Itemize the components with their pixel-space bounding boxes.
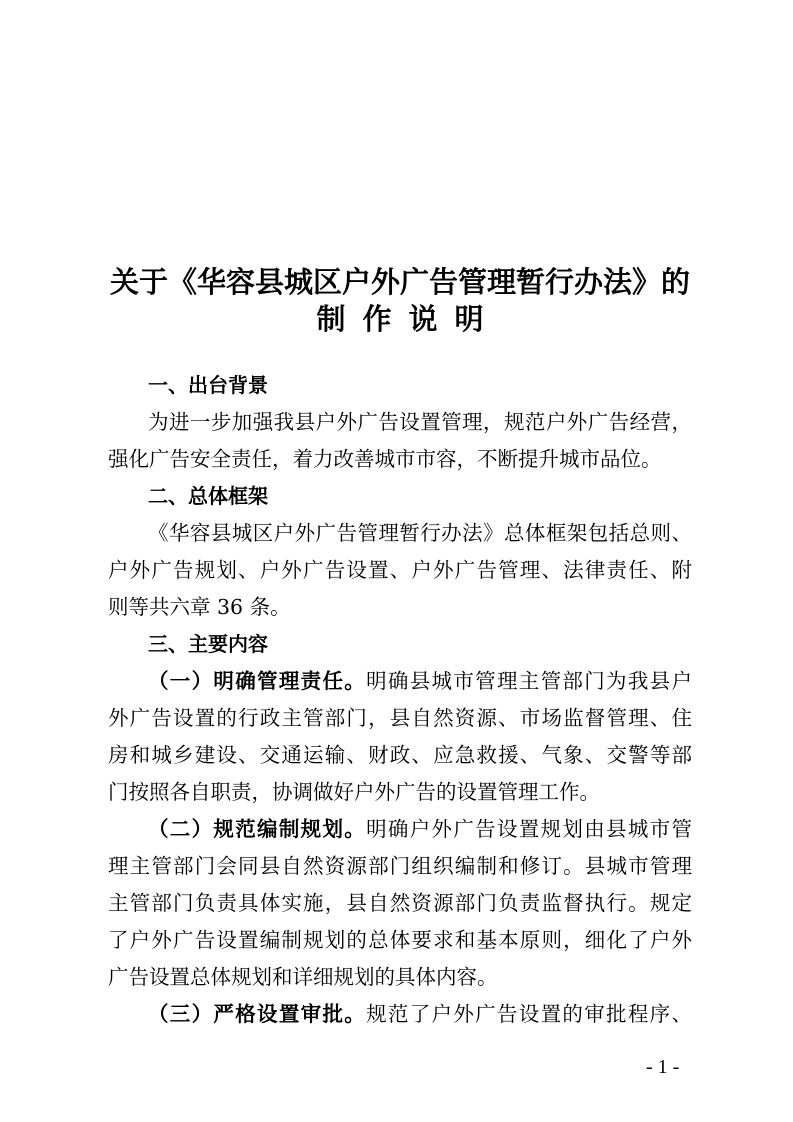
section-heading: 二、总体框架 xyxy=(148,484,268,508)
paragraph-text: 明确户外广告设置规划由县城市管 xyxy=(366,817,692,841)
paragraph-text: 外广告设置的行政主管部门，县自然资源、市场监督管理、住 xyxy=(108,706,692,730)
paragraph-text: 为进一步加强我县户外广告设置管理，规范户外广告经营， xyxy=(148,410,692,434)
paragraph-text: 则等共六章 36 条。 xyxy=(108,595,291,619)
document-title-line-2: 制作说明 xyxy=(316,302,501,336)
paragraph-lead-bold: （二）规范编制规划。 xyxy=(148,817,367,841)
paragraph-text: 理主管部门会同县自然资源部门组织编制和修订。县城市管理 xyxy=(108,854,692,878)
paragraph-line xyxy=(108,811,692,848)
paragraph-line xyxy=(108,996,692,1033)
paragraph-line xyxy=(108,552,692,589)
paragraph-line xyxy=(108,663,692,700)
paragraph-text: 《华容县城区户外广告管理暂行办法》总体框架包括总则、 xyxy=(148,521,692,545)
paragraph-line xyxy=(108,700,692,737)
section-heading: 一、出台背景 xyxy=(148,373,268,397)
paragraph-line xyxy=(108,441,692,478)
paragraph-lead-bold: （一）明确管理责任。 xyxy=(148,669,367,693)
paragraph-text: 户外广告规划、户外广告设置、户外广告管理、法律责任、附 xyxy=(108,558,692,582)
paragraph-text: 房和城乡建设、交通运输、财政、应急救援、气象、交警等部 xyxy=(108,743,692,767)
paragraph-line xyxy=(108,589,692,626)
paragraph-line xyxy=(108,404,692,441)
sections xyxy=(108,367,692,1033)
paragraph-text: 主管部门负责具体实施，县自然资源部门负责监督执行。规定 xyxy=(108,891,692,915)
paragraph-line xyxy=(108,885,692,922)
paragraph-text: 门按照各自职责，协调做好户外广告的设置管理工作。 xyxy=(108,780,600,804)
paragraph-line xyxy=(108,959,692,996)
paragraph-text: 规范了户外广告设置的审批程序、 xyxy=(366,1002,692,1026)
paragraph-line xyxy=(108,922,692,959)
paragraph-text: 强化广告安全责任，着力改善城市市容，不断提升城市品位。 xyxy=(108,447,662,471)
paragraph-line xyxy=(108,848,692,885)
paragraph-text: 了户外广告设置编制规划的总体要求和基本原则，细化了户外 xyxy=(108,928,692,952)
paragraph-text: 广告设置总体规划和详细规划的具体内容。 xyxy=(108,965,498,989)
page-number: - 1 - xyxy=(646,1056,680,1078)
paragraph-text: 明确县城市管理主管部门为我县户 xyxy=(366,669,692,693)
document-title-line-1: 关于《华容县城区户外广告管理暂行办法》的 xyxy=(109,265,690,299)
section-heading: 三、主要内容 xyxy=(148,632,268,656)
paragraph-line xyxy=(108,737,692,774)
paragraph-line xyxy=(108,515,692,552)
paragraph-lead-bold: （三）严格设置审批。 xyxy=(148,1002,367,1026)
paragraph-line xyxy=(108,774,692,811)
document-body xyxy=(108,264,692,1033)
